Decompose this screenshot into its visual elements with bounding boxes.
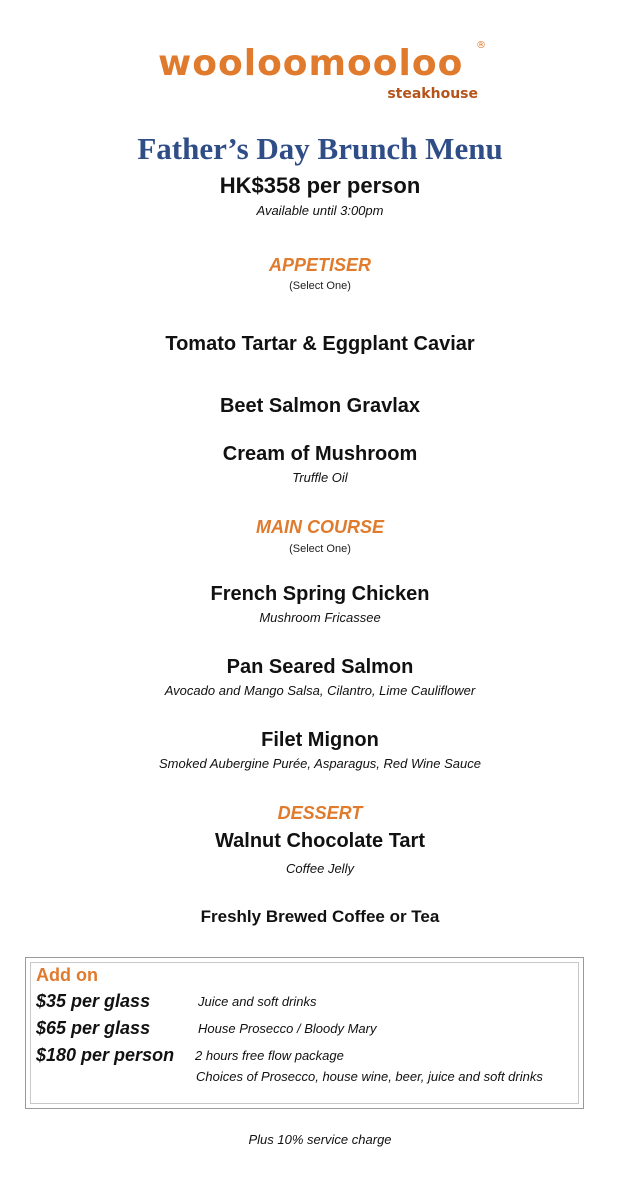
addon-price: $35 per glass	[36, 991, 151, 1011]
dish-description: Avocado and Mango Salsa, Cilantro, Lime Cauliflower	[164, 683, 476, 698]
logo-registered-mark: ®	[476, 40, 486, 51]
dish-description: Mushroom Fricassee	[259, 610, 381, 625]
dish-description: Coffee Jelly	[286, 861, 354, 876]
restaurant-logo	[158, 38, 488, 110]
section-heading-appetiser: APPETISER	[268, 255, 372, 275]
addon-price: $180 per person	[36, 1045, 175, 1065]
availability-note: Available until 3:00pm	[256, 203, 384, 218]
dish-name: Pan Seared Salmon	[226, 656, 414, 678]
addon-description: House Prosecco / Bloody Mary	[198, 1021, 377, 1036]
dish-description: Smoked Aubergine Purée, Asparagus, Red Wine Sauce	[159, 756, 481, 771]
dish-description: Truffle Oil	[292, 470, 348, 485]
dish-name: Freshly Brewed Coffee or Tea	[200, 907, 440, 926]
section-heading-main-course: MAIN COURSE	[255, 517, 384, 537]
logo-subtitle: steakhouse	[387, 86, 478, 102]
dish-name: Beet Salmon Gravlax	[219, 395, 421, 417]
menu-title: Father’s Day Brunch Menu	[137, 131, 503, 166]
addon-description: 2 hours free flow package	[195, 1048, 344, 1063]
addon-description-detail: Choices of Prosecco, house wine, beer, juice and soft drinks	[196, 1069, 543, 1084]
dish-name: Walnut Chocolate Tart	[215, 830, 425, 852]
dish-name: Filet Mignon	[261, 729, 379, 751]
dish-name: French Spring Chicken	[210, 583, 430, 605]
section-note-appetiser: (Select One)	[289, 280, 351, 292]
service-charge-note: Plus 10% service charge	[248, 1132, 392, 1147]
section-note-main-course: (Select One)	[289, 543, 351, 555]
addon-box	[25, 957, 584, 1109]
dish-name: Tomato Tartar & Eggplant Caviar	[165, 333, 475, 355]
addon-heading: Add on	[36, 965, 98, 985]
section-heading-dessert: DESSERT	[277, 803, 363, 823]
logo-wordmark: wooloomooloo	[158, 43, 464, 84]
addon-description: Juice and soft drinks	[198, 994, 317, 1009]
dish-name: Cream of Mushroom	[222, 443, 418, 465]
menu-price: HK$358 per person	[219, 173, 421, 198]
addon-price: $65 per glass	[36, 1018, 151, 1038]
